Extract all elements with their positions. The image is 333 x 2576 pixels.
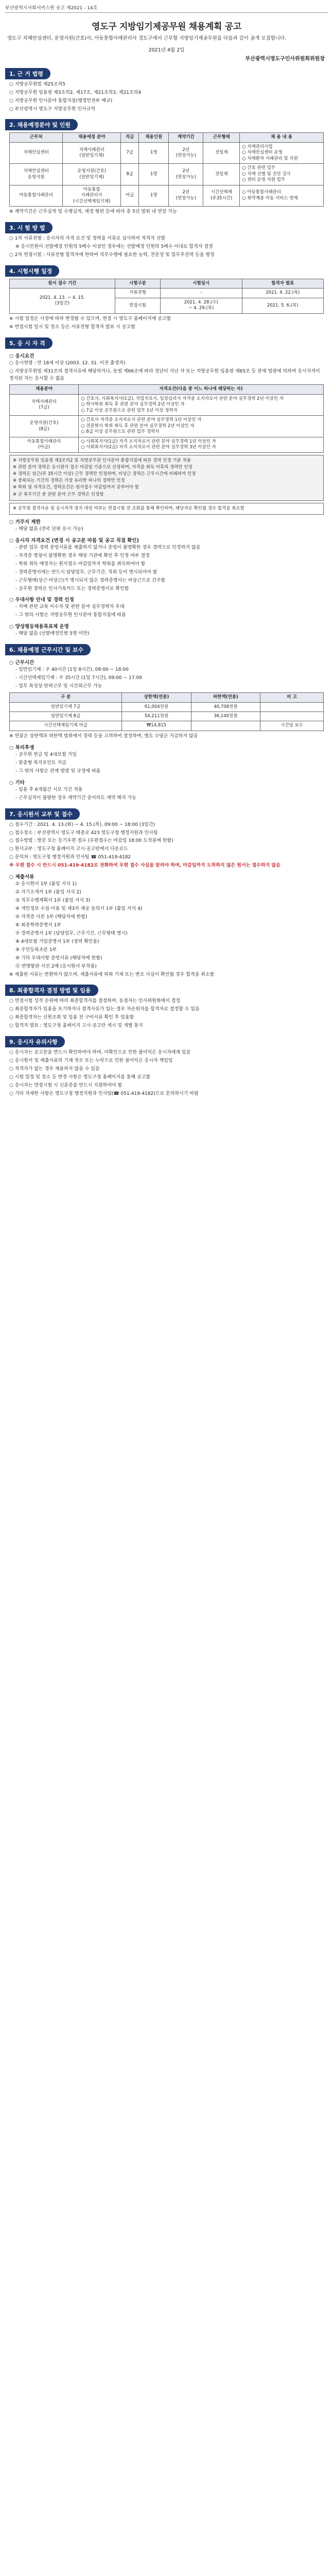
- list-item: ○ 지방공무원법 제25조의5: [9, 81, 65, 87]
- col-header: 직급: [121, 133, 139, 142]
- list-item: ○ 원서교부 : 영도구청 홈페이지 고시·공고란에서 다운로드: [9, 846, 128, 852]
- disqualification-note-box: ※ 공무원 결격사유 및 응시자격 정지 대상 여부는 면접시험 전 조회를 통해 확인하며, 해당자로 확인될 경우 합격을 취소함: [9, 503, 324, 515]
- box-line: ※ 지방공무원 임용령 제3조의2 및 지방공무원 인사분야 통합지침에 따른 경력 인정 기준 적용: [13, 457, 191, 463]
- note-text: ※ 계약기간은 근무실적 및 수행실적, 재정 형편 등에 따라 총 5년 범위 내 연장 가능: [9, 209, 177, 215]
- table-cell: 시간선택제 (주35시간): [203, 185, 240, 206]
- section-heading: 9. 응시자 유의사항: [5, 1036, 65, 1047]
- table-row: [10, 712, 324, 721]
- table-cell: ○ 사회복지사(1급) 자격 소지자로서 관련 분야 실무경력 1년 이상인 자 ○ 사회복지사(2급) 자격 소지자로서 관련 분야 실무경력 3년 이상인 자: [79, 437, 324, 452]
- col-header: 채 용 내 용: [240, 133, 324, 142]
- subsection-title: ○ 제출서류: [9, 874, 34, 880]
- subsection-title: ○ 우대사항 안내 및 경력 인정: [9, 597, 74, 603]
- list-item: - 시간선택제임기제 : 주 35시간 (1일 7시간), 09:00 ~ 17:00: [15, 675, 142, 681]
- table-row: [10, 702, 324, 711]
- subsection-title: ○ 기타: [9, 779, 25, 786]
- col-header: 자격요건(다음 중 어느 하나에 해당하는 자): [79, 385, 324, 394]
- list-item: ③ 직무수행계획서 1부 (붙임 서식 3): [15, 898, 91, 904]
- section-heading: 3. 시 험 방 법: [5, 222, 52, 233]
- table-cell: [191, 721, 260, 731]
- table-cell: 운영지원(간호) (8급): [10, 416, 79, 437]
- table-cell: -: [161, 289, 242, 298]
- table-cell: ○ 아동통합사례관리 ○ 취약계층 아동 서비스 연계: [240, 185, 324, 206]
- section-notices: [5, 1036, 328, 1047]
- table-cell: ○ 간호사, 사회복지사(1급), 작업치료사, 임상심리사 자격증 소지자로서 관련 분야 실무경력 2년 이상인 자 ○ 학사학위 취득 후 관련 분야 실무경력 2년 이상인 자 ○ 7급 이상 공무원으로 관련 업무 1년 이상 경력자: [79, 394, 324, 415]
- table-header-row: [10, 385, 324, 394]
- list-item: - 업무 특성상 탄력근무 및 시간외근무 가능: [15, 684, 102, 689]
- subsection-title: ○ 양성평등채용목표제 운영: [9, 624, 69, 630]
- list-item: ② 자기소개서 1부 (붙임 서식 2): [15, 890, 81, 895]
- section-heading: 4. 시험시행 일정: [5, 265, 59, 277]
- section-heading: 8. 최종합격자 결정 방법 및 임용: [5, 985, 98, 996]
- table-row: [10, 437, 324, 452]
- col-header: 상한액(연봉): [122, 693, 191, 702]
- list-item: ○ 접수방법 : 방문 또는 등기우편 접수 (우편접수는 마감일 18:00 도착분에 한함): [9, 838, 173, 844]
- subsection-title: ○ 응시요건: [9, 353, 34, 359]
- table-header-row: [10, 279, 324, 288]
- col-header: 근무처: [10, 133, 63, 142]
- table-cell: ○ 간호사 자격증 소지자로서 관련 분야 실무경력 1년 이상인 자 ○ 전문학사 학위 취득 후 관련 분야 실무경력 2년 이상인 자 ○ 8급 이상 공무원으로 관련 업무 경력자: [79, 416, 324, 437]
- list-item: - 공무원 경력은 인사기록카드 또는 경력증명서로 확인함: [15, 586, 129, 591]
- col-header: 채용인원: [139, 133, 169, 142]
- list-item: ○ 지방공무원 임용령 제3조의2, 제17조, 제21조의3, 제21조의4: [9, 90, 142, 95]
- mail-warning-note: ※ 우편 접수 시 반드시 051-419-4182로 전화하여 우편 접수 사실을 알려야 하며, 마감일까지 도착하지 않은 원서는 접수하지 않음: [9, 863, 281, 869]
- list-item: ⑦ 경력증명서 1부 (담당업무, 근무기간, 근무형태 명시): [15, 930, 128, 936]
- table-header-row: [10, 693, 324, 702]
- table-cell: 치매안심센터 운영지원: [10, 164, 63, 185]
- publication-number: 부산광역시사회서비스원 공고 제2021 - 14호: [5, 4, 328, 13]
- table-cell: 1명: [139, 164, 169, 185]
- pay-table: [9, 692, 324, 731]
- table-cell: 2년 (연장가능): [169, 185, 203, 206]
- list-item: ④ 개인정보 수집·이용 및 제3자 제공 동의서 1부 (붙임 서식 4): [15, 906, 143, 912]
- table-row: [10, 142, 324, 163]
- list-item: ○ 기타 자세한 사항은 영도구청 행정지원과 인사팀(☎ 051-419-4182)으로 문의하시기 바람: [9, 1091, 199, 1096]
- table-cell: ○ 간호 관련 업무 ○ 치매 선별 및 진단 검사 ○ 센터 운영 지원 업무: [240, 164, 324, 185]
- table-row: [10, 185, 324, 206]
- table-cell: 1명: [139, 185, 169, 206]
- positions-table: [9, 132, 324, 207]
- list-item: - 자격증 명칭이 불명확한 경우 해당 기관에 확인 후 인정 여부 결정: [15, 553, 150, 558]
- box-line: ※ 학위 및 자격요건, 경력요건은 원서접수 마감일까지 갖추어야 함: [13, 485, 139, 490]
- list-item: ○ 접수기간 : 2021. 4. 13.(화) ~ 4. 15.(목), 09:00 ~ 18:00 (3일간): [9, 822, 155, 827]
- col-header: 근무형태: [203, 133, 240, 142]
- list-item: ○ 부산광역시 영도구 지방공무원 인사규칙: [9, 106, 96, 112]
- section-heading: 7. 응시원서 교부 및 접수: [5, 808, 80, 820]
- schedule-table: [9, 279, 324, 314]
- table-cell: 2년 (연장가능): [169, 164, 203, 185]
- col-header: 시험일시: [161, 279, 242, 288]
- table-cell: 치매사례관리 (일반임기제): [63, 142, 121, 163]
- list-item: ⑥ 최종학력증명서 1부: [15, 922, 62, 928]
- issuer-name: 부산광역시영도구인사위원회위원장: [245, 56, 325, 62]
- list-item: - 근무형태(상근·비상근)가 명시되지 않은 경력증명서는 비상근으로 간주함: [15, 578, 166, 583]
- list-item: - 관련 업무 경력 증빙서류를 제출하지 않거나 증빙이 불명확한 경우 경력으로 인정하지 않음: [15, 545, 201, 550]
- table-cell: 8급: [121, 164, 139, 185]
- list-item: - 학위 취득 예정자는 원서접수 마감일까지 학위를 취득하여야 함: [15, 561, 146, 567]
- table-cell: [260, 712, 324, 721]
- table-cell: 전일제: [203, 164, 240, 185]
- box-line: ※ 중복되는 기간의 경력은 가장 유리한 하나의 경력만 인정: [13, 478, 125, 484]
- list-item: ○ 응시원서 및 제출서류의 기재 착오 또는 누락으로 인한 불이익은 응시자 책임임: [9, 1058, 173, 1064]
- table-cell: 61,004천원: [122, 702, 191, 711]
- subsection-title: ○ 근무시간: [9, 660, 34, 666]
- table-cell: ○ 치매관리사업 ○ 치매안심센터 운영 ○ 치매환자 사례관리 및 지원: [240, 142, 324, 163]
- experience-rules-box: [9, 455, 324, 501]
- section-positions: [5, 119, 328, 130]
- table-row: [10, 289, 324, 298]
- table-cell: 시간당 보수: [260, 721, 324, 731]
- section-final-selection: [5, 985, 328, 996]
- announcement-date: 2021년 4월 2일: [148, 47, 185, 53]
- subsection-title: ○ 복리후생: [9, 744, 34, 751]
- table-cell: ₩14,815: [122, 721, 191, 731]
- table-cell: 2021. 4. 22.(목): [242, 289, 324, 298]
- table-cell: 마급: [121, 185, 139, 206]
- list-item: ○ 응시자는 면접시험 시 신분증을 반드시 지참하여야 함: [9, 1082, 122, 1088]
- note-text: ※ 시험 일정은 사정에 따라 변경될 수 있으며, 변경 시 영도구 홈페이지에 공고함: [9, 316, 171, 321]
- list-item: - 그 밖의 사항은 지방공무원 인사분야 통합지침에 따름: [15, 613, 126, 618]
- list-item: - 공무원 연금 및 4대보험 가입: [15, 752, 77, 757]
- list-item: - 맞춤형 복지포인트 지급: [15, 760, 66, 766]
- list-item: - 해당 없음 (전국 단위 응시 가능): [15, 526, 83, 532]
- section-application: [5, 808, 328, 820]
- list-item: ○ 접수장소 : 부산광역시 영도구 태종로 423 영도구청 행정지원과 인사팀: [9, 830, 158, 836]
- col-header: 채용예정 분야: [63, 133, 121, 142]
- box-line: ※ 경력은 상근(주 35시간 이상) 근무 경력만 인정하며, 비상근 경력은 근무시간에 비례하여 인정: [13, 471, 196, 477]
- announcement-page: [0, 0, 333, 1109]
- table-cell: 면접시험: [115, 298, 160, 313]
- table-cell: 40,708천원: [191, 702, 260, 711]
- section-hours-pay: [5, 644, 328, 655]
- subsection-title: ○ 응시자 자격요건 (변경 시 공고문 따름 및 공고 직접 확인): [9, 537, 139, 544]
- col-header: 하한액(연봉): [191, 693, 260, 702]
- table-cell: 2021. 4. 13. ~ 4. 15. (3일간): [10, 289, 115, 313]
- table-cell: 아동통합사례관리 (마급): [10, 437, 79, 452]
- note-text: ※ 면접시험 일시 및 장소 등은 서류전형 합격자 발표 시 공고함: [9, 324, 135, 330]
- table-header-row: [10, 133, 324, 142]
- intro-text: 영도구 치매안심센터, 운영지원(간호)사, 아동통합사례관리사 경도구에서 근무할 지방임기제공무원을 다음과 같이 공개 모집합니다.: [7, 36, 287, 41]
- list-item: ○ 면접시험 성적 순위에 따라 최종합격자를 결정하며, 동점자는 인사위원회에서 결정: [9, 998, 181, 1004]
- col-header: 채용분야: [10, 385, 79, 394]
- subsection-title: ○ 거주지 제한: [9, 519, 41, 525]
- list-item: ○ 응시자는 공고문을 반드시 확인하여야 하며, 미확인으로 인한 불이익은 응시자에게 있음: [9, 1050, 191, 1056]
- section-schedule: [5, 265, 328, 277]
- table-row: [10, 394, 324, 415]
- table-cell: 치매사례관리 (7급): [10, 394, 79, 415]
- list-item: - 치매 관련 교육 이수자 및 관련 분야 실무경력자 우대: [15, 604, 125, 610]
- list-item: ⑧ 4대보험 가입증명서 1부 (경력 확인용): [15, 939, 99, 944]
- list-item: ○ 지방공무원법 제31조의 결격사유에 해당하거나, 동법 제66조에 따라 정년이 지난 자 또는 지방공무원 임용령 제65조 등 관계 법령에 의하여 응시자격이 정지된 자는 응시할 수 없음: [9, 368, 320, 381]
- page-title: 영도구 지방임기제공무원 채용계획 공고: [92, 22, 241, 32]
- list-item: - 경력증명서에는 반드시 담당업무, 근무기간, 직위 등이 명시되어야 함: [15, 569, 157, 575]
- col-header: 원서 접수 기간: [10, 279, 115, 288]
- section-heading: 5. 응 시 자 격: [5, 337, 52, 349]
- table-row: [10, 416, 324, 437]
- table-cell: [260, 702, 324, 711]
- table-cell: 2021. 5. 6.(목): [242, 298, 324, 313]
- table-cell: 36,140천원: [191, 712, 260, 721]
- list-item: - 근무실적이 불량한 경우 계약기간 중이라도 계약 해지 가능: [15, 795, 136, 801]
- list-item: ○ 적격자가 없는 경우 채용하지 않을 수 있음: [9, 1066, 100, 1072]
- col-header: 구 분: [10, 693, 122, 702]
- list-item: ⑪ 반명함판 사진 2매 (응시원서 부착용): [15, 963, 97, 969]
- list-item: ○ 2차 면접시험 : 서류전형 합격자에 한하여 직무수행에 필요한 능력, 전문성 및 업무추진력 등을 평정: [9, 252, 215, 258]
- list-item: - 그 밖의 사항은 관계 법령 및 규정에 따름: [15, 768, 101, 774]
- table-cell: 일반임기제 7급: [10, 702, 122, 711]
- table-cell: 아동통합사례관리: [10, 185, 63, 206]
- table-cell: 운영지원(간호) (일반임기제): [63, 164, 121, 185]
- section-legal-basis: [5, 68, 328, 79]
- section-exam-method: [5, 222, 328, 233]
- section-heading: 6. 채용예정 근무시간 및 보수: [5, 644, 91, 655]
- list-item: ※ 응시인원이 선발예정 인원의 5배수 이상인 경우에는 선발예정 인원의 5배수 이내로 합격자 결정: [15, 244, 213, 250]
- box-line: ※ 관련 분야 경력은 응시원서 접수 마감일 기준으로 산정하며, 자격증 취득 이후의 경력만 인정: [13, 464, 192, 470]
- table-cell: 시간선택제임기제 마급: [10, 721, 122, 731]
- table-cell: 2021. 4. 28.(수) ~ 4. 29.(목): [161, 298, 242, 313]
- list-item: ○ 지방공무원 인사분야 통합지침(행정안전부 예규): [9, 98, 113, 104]
- note-text: ※ 제출된 서류는 반환하지 않으며, 제출서류에 허위 기재 또는 변조 사실이 확인될 경우 합격을 취소함: [9, 972, 215, 977]
- section-heading: 2. 채용예정분야 및 인원: [5, 119, 78, 130]
- list-item: ○ 합격자 발표 : 영도구청 홈페이지 고시·공고란 게시 및 개별 통지: [9, 1023, 143, 1029]
- box-line: ※ 군 복무기간 중 관련 분야 근무 경력은 인정함: [13, 492, 104, 497]
- qualification-table: [9, 384, 324, 452]
- section-heading: 1. 근 거 법령: [5, 68, 50, 79]
- table-row: [10, 164, 324, 185]
- list-item: ○ 최종합격자가 임용을 포기하거나 결격사유가 있는 경우 차순위자를 합격자로 결정할 수 있음: [9, 1007, 200, 1012]
- list-item: - 해당 없음 (선발예정인원 5명 미만): [15, 631, 90, 637]
- table-cell: 서류전형: [115, 289, 160, 298]
- col-header: 비 고: [260, 693, 324, 702]
- list-item: ① 응시원서 1부 (붙임 서식 1): [15, 882, 77, 887]
- list-item: ○ 문의처 : 영도구청 행정지원과 인사팀 ☎ 051-419-4182: [9, 855, 131, 860]
- table-cell: 치매안심센터: [10, 142, 63, 163]
- list-item: ⑤ 자격증 사본 1부 (해당자에 한함): [15, 914, 87, 920]
- list-item: ○ 시험 일정 및 장소 등 변경 사항은 영도구청 홈페이지를 통해 공고함: [9, 1075, 151, 1080]
- list-item: ⑨ 주민등록초본 1부: [15, 947, 57, 953]
- list-item: ○ 1차 서류전형 : 응시자의 자격 요건 및 경력을 서류로 심사하여 적격자 선발: [9, 236, 166, 242]
- list-item: ○ 응시연령 : 만 18세 이상 (2003. 12. 31. 이전 출생자): [9, 360, 126, 366]
- col-header: 계약기간: [169, 133, 203, 142]
- col-header: 합격자 발표: [242, 279, 324, 288]
- section-eligibility: [5, 337, 328, 349]
- list-item: ○ 최종합격자는 신원조회 및 임용 전 구비서류 확인 후 임용함: [9, 1015, 134, 1021]
- table-cell: 54,211천원: [122, 712, 191, 721]
- list-item: - 임용 후 6개월간 시보 기간 적용: [15, 787, 83, 792]
- table-cell: 2년 (연장가능): [169, 142, 203, 163]
- list-item: - 일반임기제 : 주 40시간 (1일 8시간), 09:00 ~ 18:00: [15, 667, 129, 673]
- col-header: 시험구분: [115, 279, 160, 288]
- table-cell: 1명: [139, 142, 169, 163]
- table-cell: 7급: [121, 142, 139, 163]
- table-cell: 일반임기제 8급: [10, 712, 122, 721]
- table-cell: 전일제: [203, 142, 240, 163]
- table-cell: 아동통합 사례관리사 (시간선택제임기제): [63, 185, 121, 206]
- note-text: ※ 연봉은 상한액과 하한액 범위에서 경력 등을 고려하여 결정하며, 별도 수당은 지급하지 않음: [9, 733, 198, 739]
- table-row: [10, 721, 324, 731]
- list-item: ⑩ 기타 우대사항 증빙서류 (해당자에 한함): [15, 955, 102, 961]
